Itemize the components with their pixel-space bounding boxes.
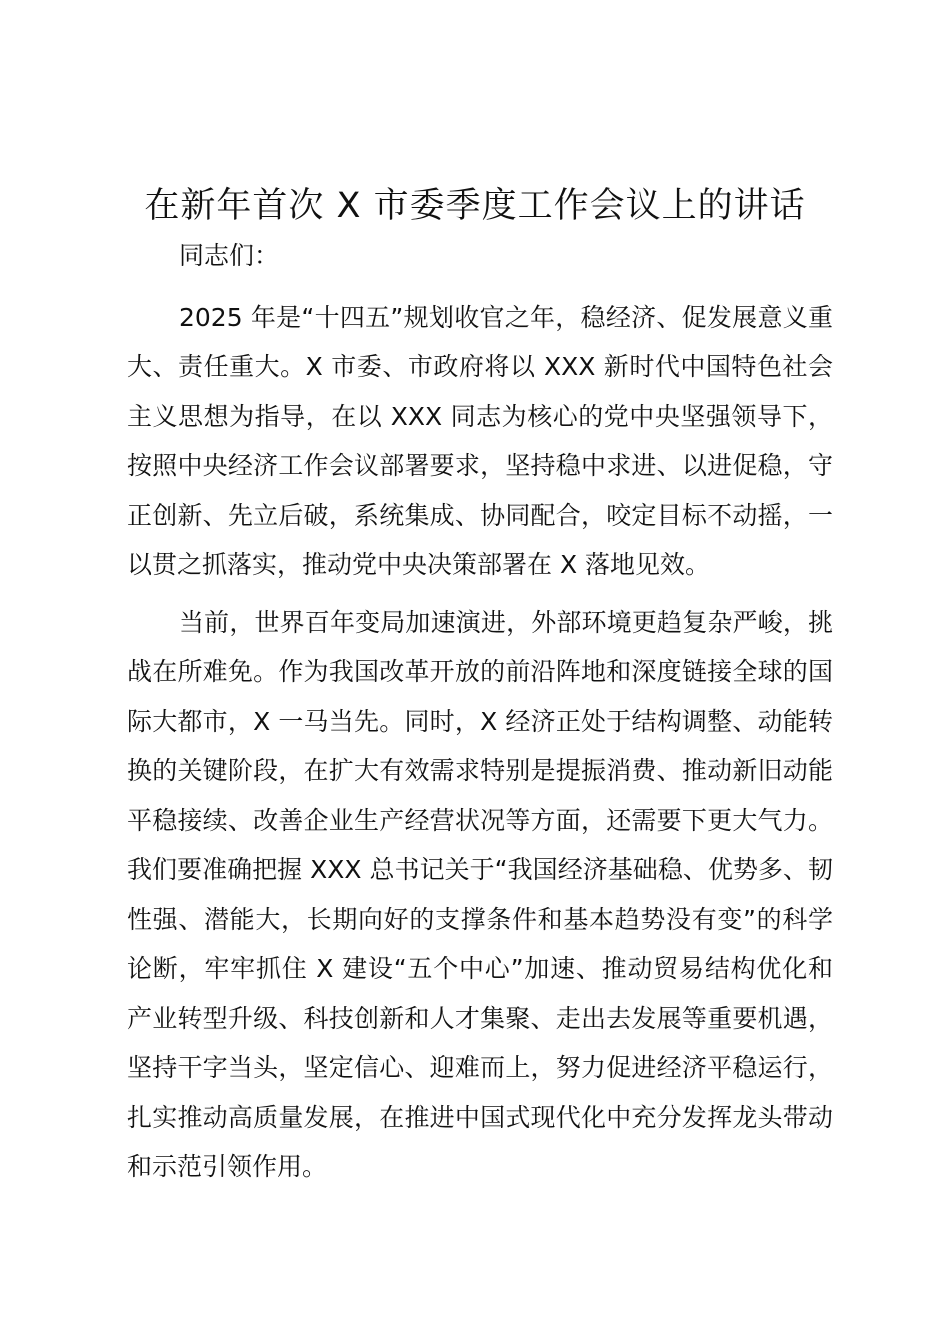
document-title: 在新年首次 X 市委季度工作会议上的讲话 [144,186,806,226]
paragraph-2: 当前，世界百年变局加速演进，外部环境更趋复杂严峻，挑战在所难免。作为我国改革开放的前沿阵地和深度链接全球的国际大都市，X 一马当先。同时，X 经济正处于结构调整、动能转换的关键阶段，在扩大有效需求特别是提振消费、推动新旧动能平稳接续、改善企业生产经营状况等方面，还需要下更大气力。我们要准确把握 XXX 总书记关于“我国经济基础稳、优势多、韧性强、潜能大，长期向好的支撑条件和基本趋势没有变”的科学论断，牢牢抓住 X 建设“五个中心”加速、推动贸易结构优化和产业转型升级、科技创新和人才集聚、走出去发展等重要机遇，坚持干字当头，坚定信心、迎难而上，努力促进经济平稳运行，扎实推动高质量发展，在推进中国式现代化中充分发挥龙头带动和示范引领作用。 [127,607,833,1181]
salutation: 同志们： [179,241,280,270]
document-body [127,231,833,1192]
paragraph-1: 2025 年是“十四五”规划收官之年，稳经济、促发展意义重大、责任重大。X 市委、市政府将以 XXX 新时代中国特色社会主义思想为指导，在以 XXX 同志为核心的党中央坚强领导下，按照中央经济工作会议部署要求，坚持稳中求进、以进促稳，守正创新、先立后破，系统集成、协同配合，咬定目标不动摇，一以贯之抓落实，推动党中央决策部署在 X 落地见效。 [127,302,833,579]
